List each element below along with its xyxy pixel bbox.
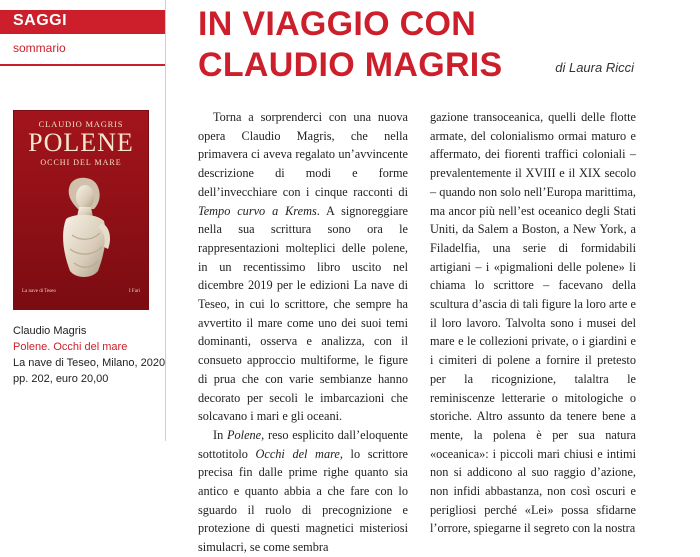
paragraph-continued: gazione transoceanica, quelli delle flotte armate, del colonialismo ormai maturo e affermato, dei fiorenti traffici coloniali – prevalentemente il XVIII e il XIX secolo – quando non solo nell’Europa marittima, ma ancor più nell’est oceanico degli Stati Uniti, da Salem a Boston, a New York, a Filadelfia, una serie di formidabili artigiani – i «pigmalioni delle polene» li chiama lo scrittore – facevano della scultura d’ascia di tali figure la loro arte e il loro lavoro. Talvolta sono i musei del mare e le collezioni private, o i giardini e i cimiteri di polene a fornire il pretesto per la ricognizione, talaltra le reminiscenze letterarie o mitologiche o storiche. Altro assunto da tenere bene a mente, la polena è per sua natura «oceanica»: i piccoli mari chiusi e intimi non si addicono al suo raggio d’azione, non infidi abbastanza, non così oscuri e perigliosi perché «Lei» possa sfidarne l’orrore, spiegarne il segreto con la nostra: [430, 110, 636, 536]
article-column-1: [198, 108, 408, 557]
summary-link[interactable]: sommario: [13, 41, 66, 55]
cover-title: POLENE: [28, 128, 134, 157]
book-cover-image: [13, 110, 149, 310]
article-column-2: [430, 108, 636, 538]
book-author: Claudio Magris: [13, 325, 87, 337]
section-header: [0, 10, 165, 34]
subtitle-italic: Occhi del mare: [255, 446, 340, 461]
book-title: Polene. Occhi del mare: [13, 341, 128, 353]
work-title-italic: Polene: [227, 427, 262, 442]
book-info: [13, 323, 166, 387]
section-label: SAGGI: [13, 12, 68, 29]
paragraph: In Polene, reso esplicito dall’eloquente sottotitolo Occhi del mare, lo scrittore precisa fin dalle prime righe quanto sia antico e quanto abbia a che fare con lo sguardo il ruolo di precognizione e protezione di questi magnetici misteriosi simulacri, se come sembra: [198, 427, 409, 555]
article-title-line-2: CLAUDIO MAGRIS: [198, 46, 503, 84]
book-pages-price: pp. 202, euro 20,00: [13, 373, 109, 385]
cover-series: I Fari: [129, 289, 140, 294]
article-title-line-1: IN VIAGGIO CON: [198, 5, 477, 43]
work-title-italic: Tempo curvo a Krems: [198, 203, 317, 218]
cover-subtitle: OCCHI DEL MARE: [40, 158, 122, 167]
figurehead-illustration: [48, 175, 118, 283]
sidebar-divider: [0, 64, 165, 66]
cover-publisher: La nave di Teseo: [22, 289, 56, 294]
cover-author: CLAUDIO MAGRIS: [38, 119, 124, 129]
book-publisher: La nave di Teseo, Milano, 2020: [13, 357, 166, 369]
paragraph: Torna a sorprenderci con una nuova opera Claudio Magris, che nella primavera ci aveva regalato un’avvincente descrizione di modi e forme dell’invecchiare con i cinque racconti di Tempo curvo a Krems. A signoreggiare nella sua scrittura sono ora le rappresentazioni molteplici delle polene, in un recentissimo libro uscito nel dicembre 2019 per le edizioni La nave di Teseo, in cui lo scrittore, che sempre ha avvertito il mare come uno dei suoi temi dominanti, osserva e analizza, con il consueto approccio multiforme, le figure di prua che con varie sembianze hanno decorato per secoli le imbarcazioni che solcavano i mari e gli oceani.: [198, 110, 409, 424]
article-byline: di Laura Ricci: [555, 60, 634, 75]
sidebar: [0, 0, 166, 441]
